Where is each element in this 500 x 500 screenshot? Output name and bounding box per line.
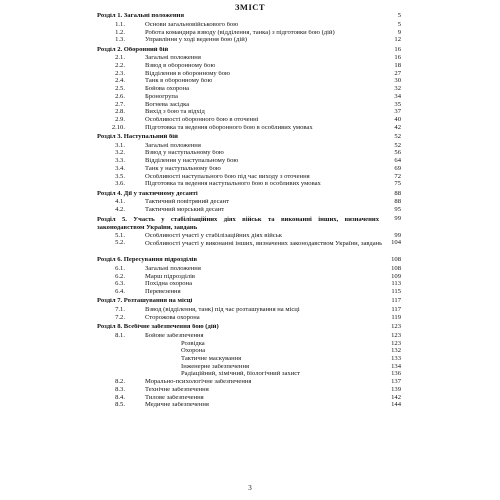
toc-entry-number: 4.1.: [115, 198, 125, 206]
toc-page-number: 30: [394, 77, 401, 85]
toc-entry-number: 1.2.: [115, 28, 125, 36]
toc-entry-number: 6.3.: [115, 280, 125, 288]
toc-page-number: 56: [394, 149, 401, 157]
toc-page-number: 35: [394, 100, 401, 108]
toc-entry-number: 2.8.: [115, 108, 125, 116]
toc-page-number: 133: [391, 355, 401, 362]
toc-entry-number: 2.7.: [115, 100, 125, 108]
toc-section-title: Розділ 6. Пересування підрозділів: [97, 257, 198, 264]
toc-section-title: Розділ 1. Загальні положення: [97, 13, 185, 19]
toc-entry-title: Загальні положення: [145, 265, 201, 272]
toc-entry-number: 3.2.: [115, 149, 125, 157]
toc-entry: [97, 37, 401, 45]
toc-page-number: 40: [394, 115, 401, 123]
toc-section: [97, 191, 401, 199]
toc-entry-title: Тактичне маскування: [181, 356, 242, 362]
toc-entry-number: 2.2.: [115, 62, 125, 69]
toc-entry-title: Основи загальновійськового бою: [145, 21, 239, 28]
toc-page-number: 95: [394, 206, 401, 213]
toc-page-number: 37: [394, 108, 401, 116]
toc-entry-title: Перевезення: [145, 289, 181, 295]
toc-entry-number: 7.2.: [115, 313, 125, 321]
toc-page-number: 117: [391, 297, 401, 305]
toc-entry-number: 1.1.: [115, 20, 125, 28]
toc-entry-number: 2.9.: [115, 115, 125, 123]
toc-page-number: 137: [391, 378, 401, 386]
toc-entry-title: Підготовка та ведення наступального бою в особливих умовах: [145, 181, 321, 188]
toc-entry-number: 3.1.: [115, 141, 125, 149]
toc-entry-number: 1.3.: [115, 36, 125, 44]
toc-section: [97, 134, 401, 142]
toc-entry: [97, 125, 401, 133]
toc-entry: [97, 207, 401, 215]
toc-section-title: Розділ 2. Оборонний бій: [97, 46, 169, 53]
toc-page-number: 123: [391, 339, 401, 347]
toc-page-number: 42: [394, 123, 401, 131]
toc-entry-title: Танк в оборонному бою: [145, 78, 213, 85]
toc-entry-title: Взвод (відділення, танк) під час розташування на місці: [145, 307, 300, 314]
toc-section: [97, 257, 401, 265]
toc-section: [97, 47, 401, 55]
toc-entry-number: 6.2.: [115, 272, 125, 280]
toc-entry-number: 5.1.: [115, 231, 125, 239]
toc-entry-title: Загальні положення: [145, 142, 201, 149]
toc-entry-title: Охорона: [181, 348, 206, 355]
toc-entry-title: Розвідка: [181, 340, 205, 347]
toc-entry-title: Бойова охорона: [145, 86, 190, 93]
toc-entry-number: 7.1.: [115, 306, 125, 314]
toc-entry-number: 2.6.: [115, 92, 125, 100]
toc-page-number: 104: [391, 239, 401, 247]
toc-entry-number: 3.5.: [115, 172, 125, 180]
toc-page-number: 142: [391, 393, 401, 401]
toc-page-number: 69: [394, 164, 401, 172]
toc-entry-title: Вихід з бою та відхід: [145, 109, 205, 116]
toc-page-number: 27: [394, 69, 401, 77]
toc-entry: [97, 240, 401, 255]
toc-section-title: Розділ 7. Розташування на місці: [97, 298, 193, 305]
toc-entry-number: 3.3.: [115, 157, 125, 165]
toc-entry: [97, 289, 401, 297]
toc-page-number: 12: [394, 36, 401, 44]
toc-section: [97, 13, 401, 21]
toc-page-number: 88: [394, 198, 401, 206]
toc-page-number: 134: [391, 362, 401, 370]
toc-section: [97, 324, 401, 332]
toc-entry-number: 2.1.: [115, 54, 125, 62]
toc-entry-title: Бойове забезпечення: [145, 332, 204, 339]
toc-entry-title: Тактичний повітряний десант: [145, 199, 229, 206]
toc-entry-title: Сторожова охорона: [145, 314, 200, 321]
toc-section: [97, 298, 401, 306]
toc-entry-title: Похідна охорона: [145, 281, 193, 288]
toc-entry-number: 8.3.: [115, 385, 125, 393]
toc-section: [97, 216, 401, 231]
toc-page-number: 123: [391, 331, 401, 339]
toc-entry-number: 4.2.: [115, 206, 125, 213]
toc-page-number: 5: [397, 12, 401, 19]
toc-entry-title: Морально-психологічне забезпечення: [145, 379, 252, 386]
toc-section-title: Розділ 3. Наступальний бій: [97, 133, 178, 140]
toc-page-number: 123: [391, 323, 401, 331]
toc-entry-title: Інженерне забезпечення: [181, 363, 250, 370]
toc-entry-number: 6.1.: [115, 264, 125, 272]
toc-entry-title: Особливості наступального бою під час виходу з оточення: [145, 173, 310, 180]
toc-page-number: 132: [391, 347, 401, 355]
toc-page-number: 16: [394, 54, 401, 62]
toc-entry-title: Підготовка та ведення оборонного бою в особливих умовах: [145, 124, 313, 131]
toc-page-number: 88: [394, 189, 401, 197]
toc-entry-title: Технічне забезпечення: [145, 386, 209, 393]
toc-entry-number: 3.6.: [115, 180, 125, 188]
toc-entry-title: Марш підрозділів: [145, 273, 196, 280]
toc-entry-number: 2.10.: [111, 123, 125, 131]
toc-entry: [97, 315, 401, 323]
toc-entry-number: 8.4.: [115, 393, 125, 401]
toc-page-number: 115: [391, 288, 401, 295]
toc-entry-number: 8.1.: [115, 331, 125, 339]
toc-entry-title: Вогнева засідка: [145, 101, 190, 108]
toc-entry-title: Особливості участі у виконанні інших, визначених законодавством України, завдань: [145, 240, 383, 248]
toc-entry-title: Тактичний морський десант: [145, 207, 225, 213]
toc-entry-title: Взвод в оборонному бою: [145, 63, 216, 69]
toc-page-number: 72: [394, 172, 401, 180]
toc-page-number: 16: [394, 45, 401, 53]
toc-entry-number: 2.4.: [115, 77, 125, 85]
toc-page-number: 144: [391, 401, 401, 409]
toc-page-number: 99: [394, 215, 401, 223]
toc-page-number: 75: [394, 180, 401, 188]
toc-entry-title: Броногрупа: [145, 93, 178, 100]
toc-entry-number: 2.5.: [115, 85, 125, 93]
toc-entry-title: Радіаційний, хімічний, біологічний захист: [181, 371, 301, 378]
toc-entry-title: Медичне забезпечення: [145, 402, 209, 409]
toc-entry-title: Взвод у наступальному бою: [145, 150, 224, 157]
toc-entry: [97, 402, 401, 410]
toc-entry-title: Тилове забезпечення: [145, 394, 204, 401]
toc-page-number: 64: [394, 157, 401, 165]
toc-entry-title: Танк у наступальному бою: [145, 165, 221, 172]
toc-entry-number: 6.4.: [115, 288, 125, 295]
toc-entry-title: Відділення у наступальному бою: [145, 158, 239, 165]
page-title: ЗМІСТ: [234, 2, 266, 12]
toc-entry-number: 2.3.: [115, 69, 125, 77]
toc-section-title: Розділ 8. Всебічне забезпечення бою (дій): [97, 324, 219, 331]
toc-entry-title: Загальні положення: [145, 55, 201, 62]
toc-page-number: 119: [391, 313, 401, 321]
toc-entry-number: 3.4.: [115, 164, 125, 172]
toc-page-number: 5: [397, 20, 401, 28]
toc-entry: [97, 181, 401, 189]
toc-section-title: Розділ 5. Участь у стабілізаційних діях військ та виконанні інших, визначених законодавством України, завдань: [97, 216, 379, 231]
toc-page-number: 117: [391, 306, 401, 314]
toc-page-number: 109: [391, 272, 401, 280]
toc-page-number: 113: [391, 280, 401, 288]
toc-section-title: Розділ 4. Дії у тактичному десанті: [97, 190, 198, 197]
toc-page-number: 108: [391, 264, 401, 272]
toc-entry-title: Особливості участі у стабілізаційних діях військ: [145, 232, 282, 239]
toc-entry-number: 8.5.: [115, 401, 125, 409]
toc-page-number: 18: [394, 62, 401, 69]
toc-page-number: 52: [394, 141, 401, 149]
toc-page-number: 108: [391, 256, 401, 264]
toc-entry-title: Особливості оборонного бою в оточенні: [145, 116, 259, 123]
toc-page-number: 9: [397, 28, 401, 36]
toc-entry-number: 8.2.: [115, 378, 125, 386]
toc-entry-number: 5.2.: [115, 239, 125, 247]
page-number: 3: [248, 484, 252, 492]
toc-entry-title: Управління у ході ведення бою (дій): [145, 37, 247, 44]
toc-page-number: 52: [394, 132, 401, 140]
toc-page-number: 34: [394, 92, 401, 100]
toc-page-number: 32: [394, 85, 401, 93]
toc-entry-title: Відділення в оборонному бою: [145, 70, 230, 77]
toc-page-number: 99: [394, 231, 401, 239]
toc-entry-title: Робота командира взводу (відділення, танка) з підготовки бою (дій): [145, 29, 335, 36]
toc-page-number: 139: [391, 385, 401, 393]
toc-page-number: 136: [391, 370, 401, 378]
